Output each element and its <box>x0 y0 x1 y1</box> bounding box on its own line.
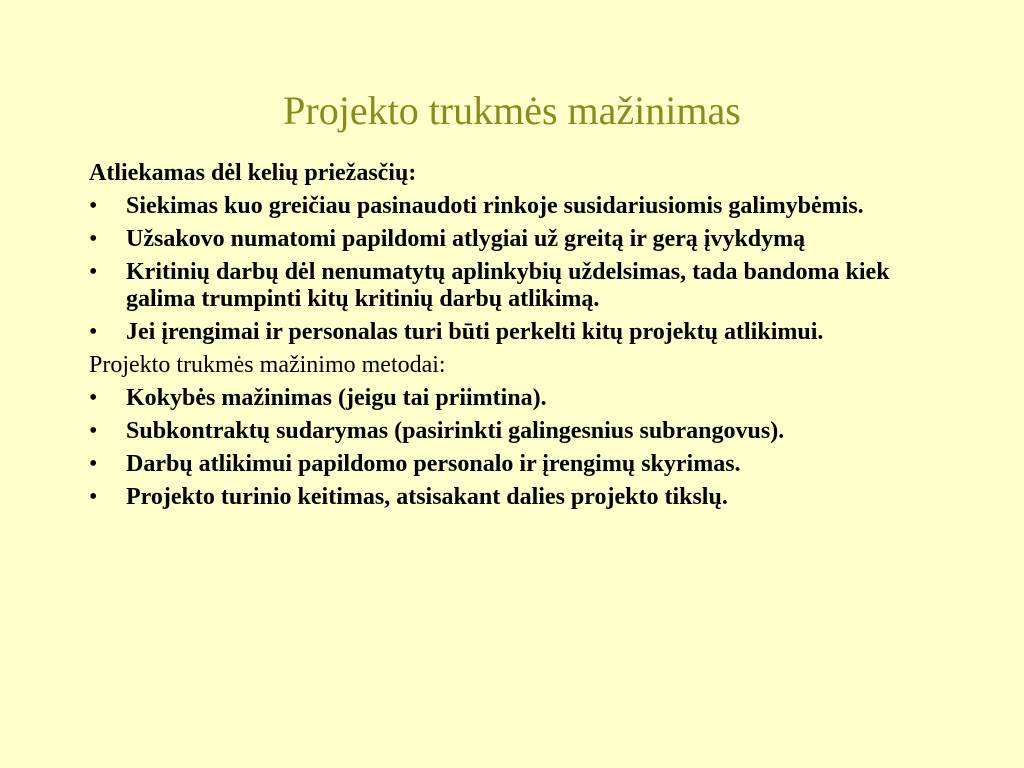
bullet-icon: • <box>89 451 98 477</box>
list-item <box>89 319 949 346</box>
methods-list <box>89 385 949 511</box>
list-item <box>89 385 949 412</box>
list-item-text: Subkontraktų sudarymas (pasirinkti galingesnius subrangovus). <box>126 418 785 444</box>
bullet-icon: • <box>89 193 98 219</box>
list-item <box>89 484 949 511</box>
section-heading-methods: Projekto trukmės mažinimo metodai: <box>89 352 446 378</box>
reasons-list <box>89 193 949 346</box>
list-item-text: Darbų atlikimui papildomo personalo ir įrengimų skyrimas. <box>126 451 741 477</box>
list-item <box>89 418 949 445</box>
list-item <box>89 226 949 253</box>
bullet-icon: • <box>89 319 98 345</box>
list-item <box>89 193 949 220</box>
list-item-text: Siekimas kuo greičiau pasinaudoti rinkoje susidariusiomis galimybėmis. <box>126 193 864 219</box>
section-heading-reasons: Atliekamas dėl kelių priežasčių: <box>89 160 417 186</box>
bullet-icon: • <box>89 418 98 444</box>
bullet-icon: • <box>89 226 98 252</box>
list-item-text: Užsakovo numatomi papildomi atlygiai už greitą ir gerą įvykdymą <box>126 226 806 252</box>
bullet-icon: • <box>89 484 98 510</box>
slide-title: Projekto trukmės mažinimas <box>283 88 741 133</box>
list-item-text: Kritinių darbų dėl nenumatytų aplinkybių uždelsimas, tada bandoma kiek galima trumpinti kitų kritinių darbų atlikimą. <box>126 259 890 312</box>
slide-content <box>89 160 949 517</box>
list-item <box>89 259 949 313</box>
list-item-text: Jei įrengimai ir personalas turi būti perkelti kitų projektų atlikimui. <box>126 319 824 345</box>
bullet-icon: • <box>89 259 98 285</box>
list-item-text: Kokybės mažinimas (jeigu tai priimtina). <box>126 385 547 411</box>
list-item <box>89 451 949 478</box>
bullet-icon: • <box>89 385 98 411</box>
list-item-text: Projekto turinio keitimas, atsisakant dalies projekto tikslų. <box>126 484 728 510</box>
